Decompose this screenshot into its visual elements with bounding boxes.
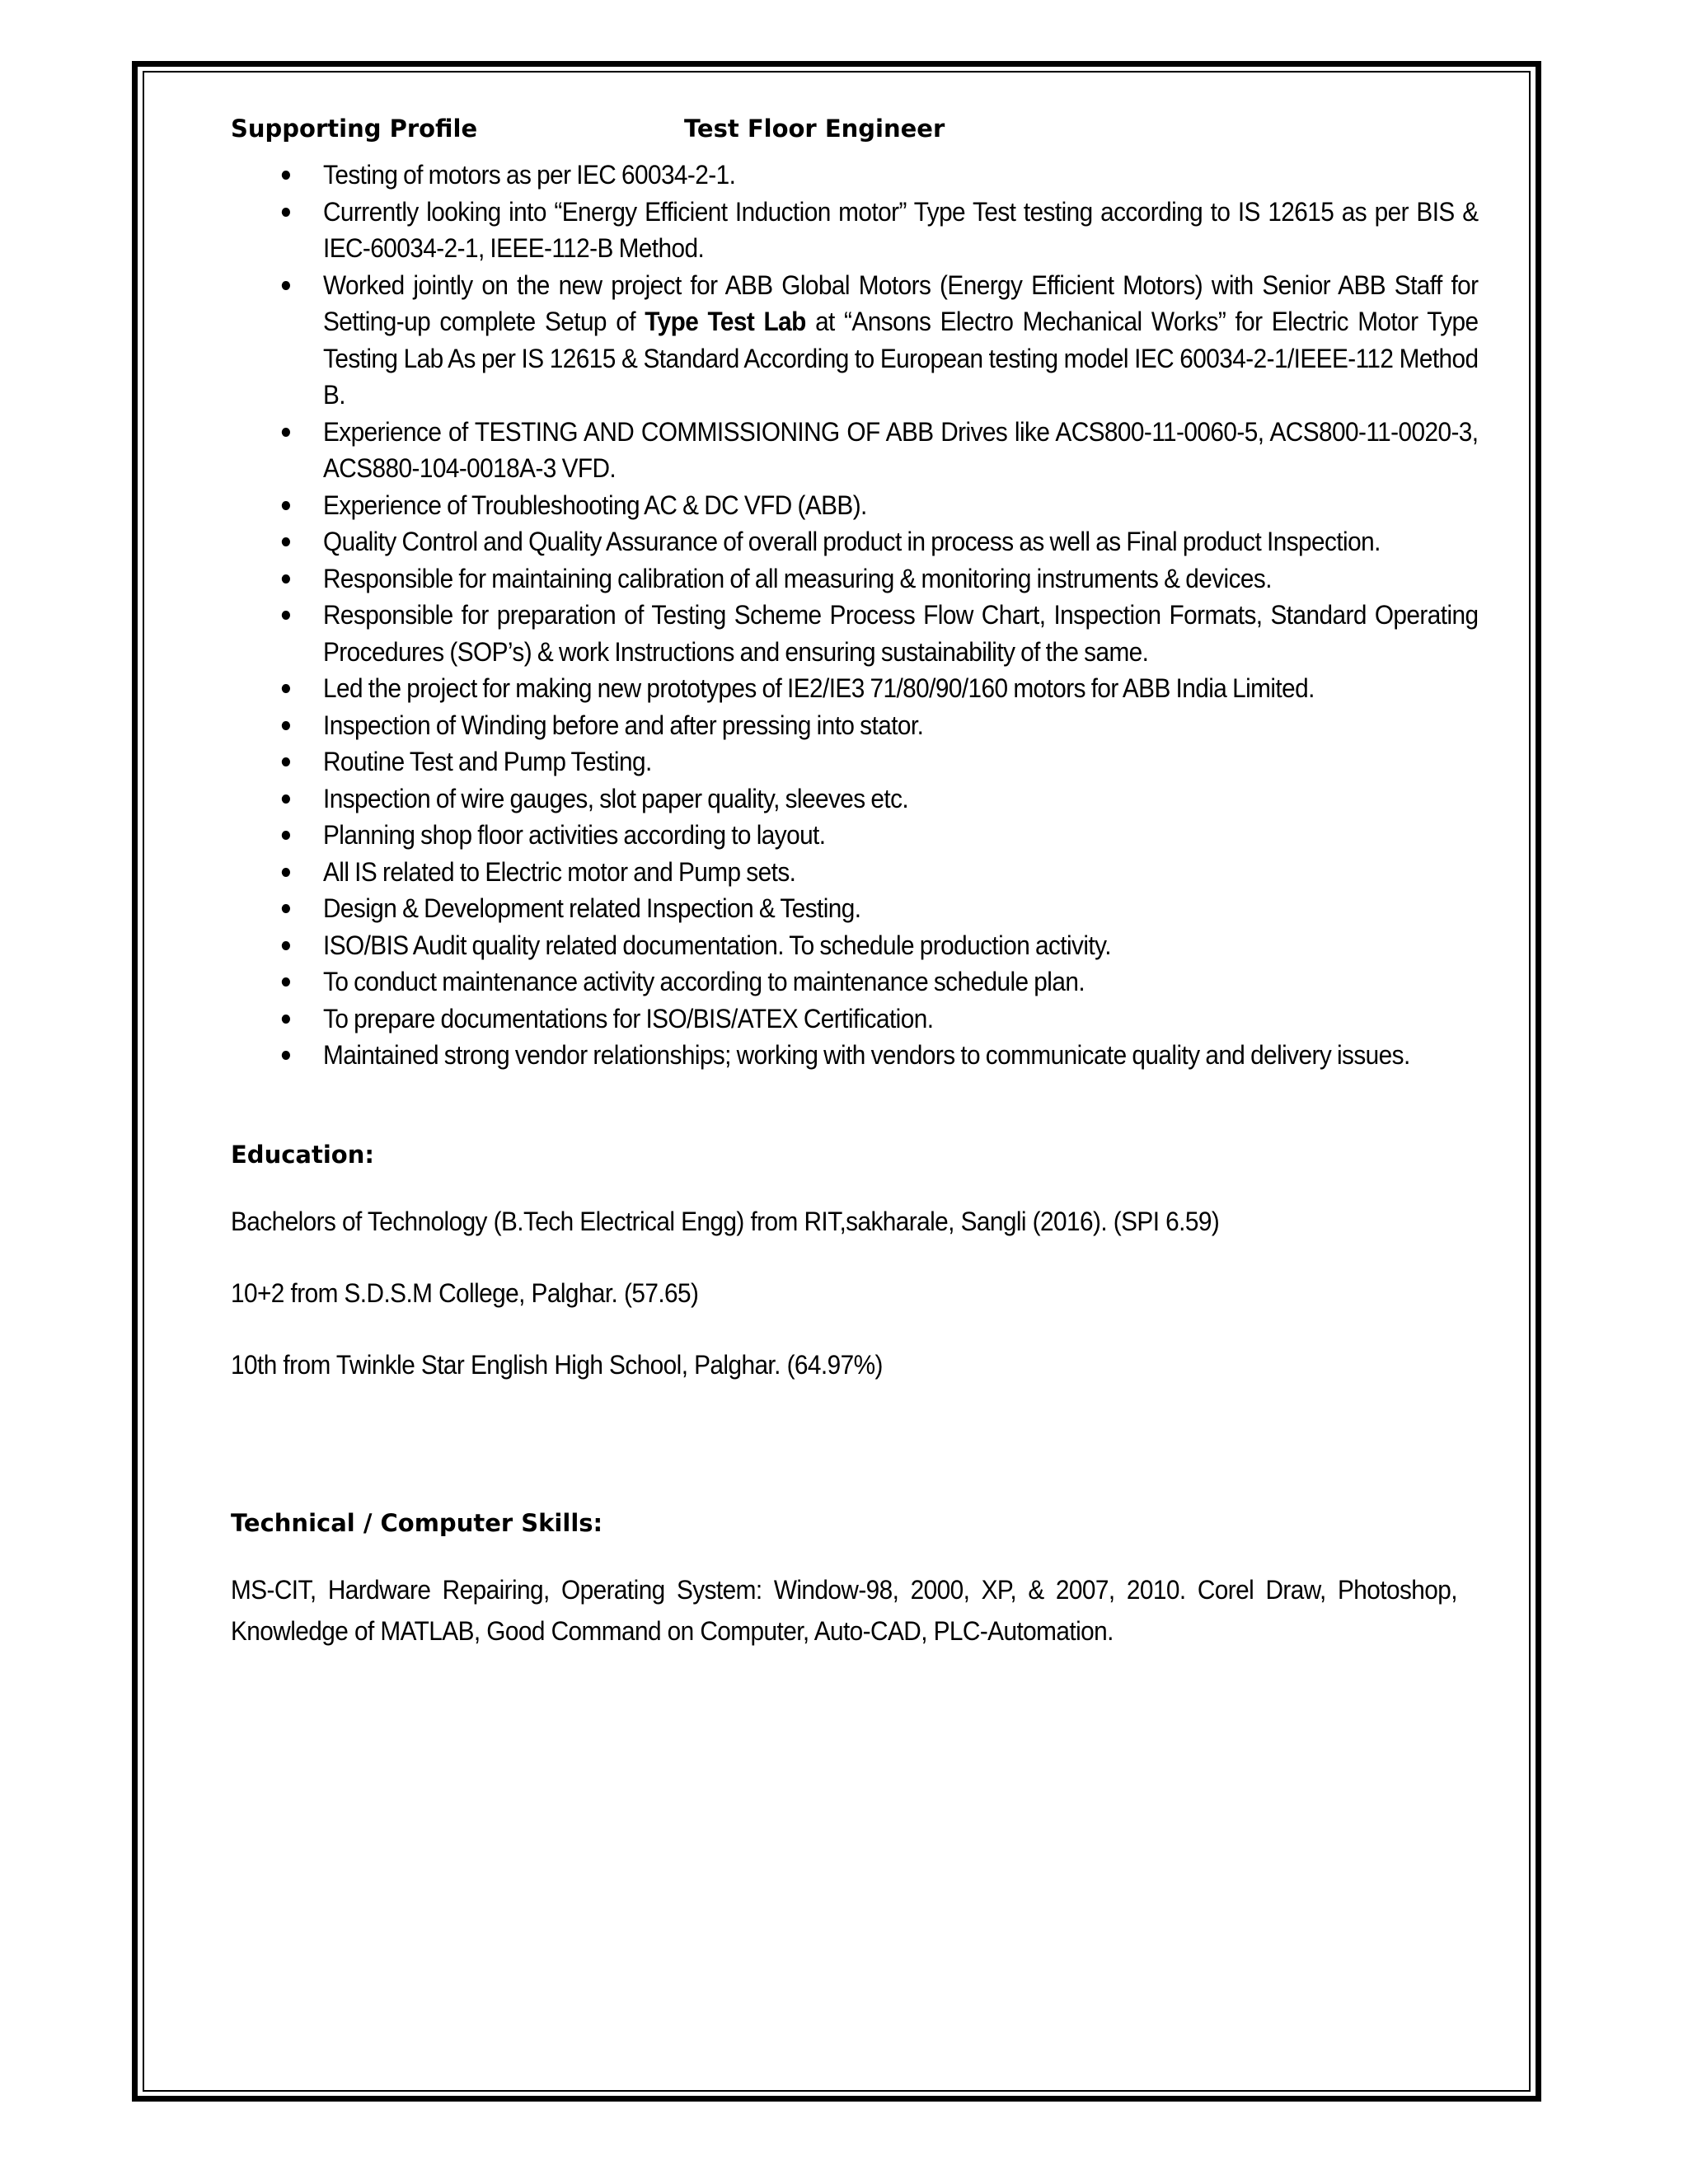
- bullet-icon: [282, 281, 290, 290]
- bold-phrase: Type Test Lab: [645, 307, 806, 336]
- list-item: Experience of TESTING AND COMMISSIONING OF ABB Drives like ACS800-11-0060-5, ACS800-11-0020-3, ACS880-104-0018A-3 VFD.: [323, 414, 1479, 487]
- bullet-icon: [282, 941, 290, 950]
- bullet-icon: [282, 574, 290, 583]
- bullet-icon: [282, 721, 290, 730]
- bullet-icon: [282, 1015, 290, 1024]
- resume-content: [231, 112, 1479, 1652]
- list-item: Currently looking into “Energy Efficient Induction motor” Type Test testing according to IS 12615 as per BIS & IEC-60034-2-1, IEEE-112-B Method.: [323, 194, 1479, 267]
- list-item: Testing of motors as per IEC 60034-2-1.: [323, 157, 1479, 194]
- bullet-icon: [282, 757, 290, 766]
- list-item: Inspection of Winding before and after pressing into stator.: [323, 707, 1479, 744]
- list-item: Routine Test and Pump Testing.: [323, 743, 1479, 780]
- bullet-icon: [282, 208, 290, 217]
- education-heading: Education:: [231, 1140, 374, 1169]
- bullet-icon: [282, 611, 290, 620]
- list-item: To prepare documentations for ISO/BIS/ATEX Certification.: [323, 1001, 1479, 1038]
- education-item-hsc: 10+2 from S.D.S.M College, Palghar. (57.65): [231, 1277, 699, 1308]
- list-item: ISO/BIS Audit quality related documentation. To schedule production activity.: [323, 927, 1479, 964]
- profile-header: [231, 112, 1457, 145]
- responsibility-list: [231, 157, 1479, 1074]
- list-item: Responsible for maintaining calibration of all measuring & monitoring instruments & devices.: [323, 560, 1479, 598]
- bullet-icon: [282, 537, 290, 546]
- list-item: Planning shop floor activities according to layout.: [323, 817, 1479, 854]
- bullet-icon: [282, 977, 290, 987]
- bullet-icon: [282, 428, 290, 437]
- bullet-icon: [282, 684, 290, 693]
- list-item: Worked jointly on the new project for ABB Global Motors (Energy Efficient Motors) with Senior ABB Staff for Setting-up complete Setup of Type Test Lab at “Ansons Electro Mechanical Works” for Electric Motor Type Testing Lab As per IS 12615 & Standard According to European testing model IEC 60034-2-1/IEEE-112 Method B.: [323, 267, 1479, 414]
- bullet-icon: [282, 794, 290, 804]
- list-item: Quality Control and Quality Assurance of overall product in process as well as Final product Inspection.: [323, 523, 1479, 560]
- list-item: Experience of Troubleshooting AC & DC VFD (ABB).: [323, 487, 1479, 524]
- skills-text: MS-CIT, Hardware Repairing, Operating System: Window-98, 2000, XP, & 2007, 2010. Corel Draw, Photoshop, Knowledge of MATLAB, Good Command on Computer, Auto-CAD, PLC-Automation.: [231, 1574, 1457, 1646]
- list-item: To conduct maintenance activity according to maintenance schedule plan.: [323, 963, 1479, 1001]
- bullet-icon: [282, 868, 290, 877]
- education-list: [231, 1201, 1457, 1385]
- bullet-icon: [282, 171, 290, 180]
- list-item: Inspection of wire gauges, slot paper quality, sleeves etc.: [323, 780, 1479, 818]
- list-item: Led the project for making new prototypes of IE2/IE3 71/80/90/160 motors for ABB India Limited.: [323, 670, 1479, 707]
- list-item: Maintained strong vendor relationships; working with vendors to communicate quality and delivery issues.: [323, 1037, 1479, 1074]
- list-item: All IS related to Electric motor and Pump sets.: [323, 854, 1479, 891]
- profile-label: Supporting Profile: [231, 115, 478, 143]
- bullet-icon: [282, 1051, 290, 1060]
- education-item-ssc: 10th from Twinkle Star English High School, Palghar. (64.97%): [231, 1349, 883, 1380]
- skills-heading: Technical / Computer Skills:: [231, 1508, 603, 1537]
- bullet-icon: [282, 501, 290, 510]
- education-item-btech: Bachelors of Technology (B.Tech Electrical Engg) from RIT,sakharale, Sangli (2016). (SPI 6.59): [231, 1206, 1220, 1236]
- bullet-icon: [282, 904, 290, 913]
- bullet-icon: [282, 831, 290, 840]
- list-item: Design & Development related Inspection & Testing.: [323, 890, 1479, 927]
- profile-role: Test Floor Engineer: [684, 115, 945, 143]
- list-item: Responsible for preparation of Testing Scheme Process Flow Chart, Inspection Formats, Standard Operating Procedures (SOP’s) & work Instructions and ensuring sustainability of the same.: [323, 597, 1479, 670]
